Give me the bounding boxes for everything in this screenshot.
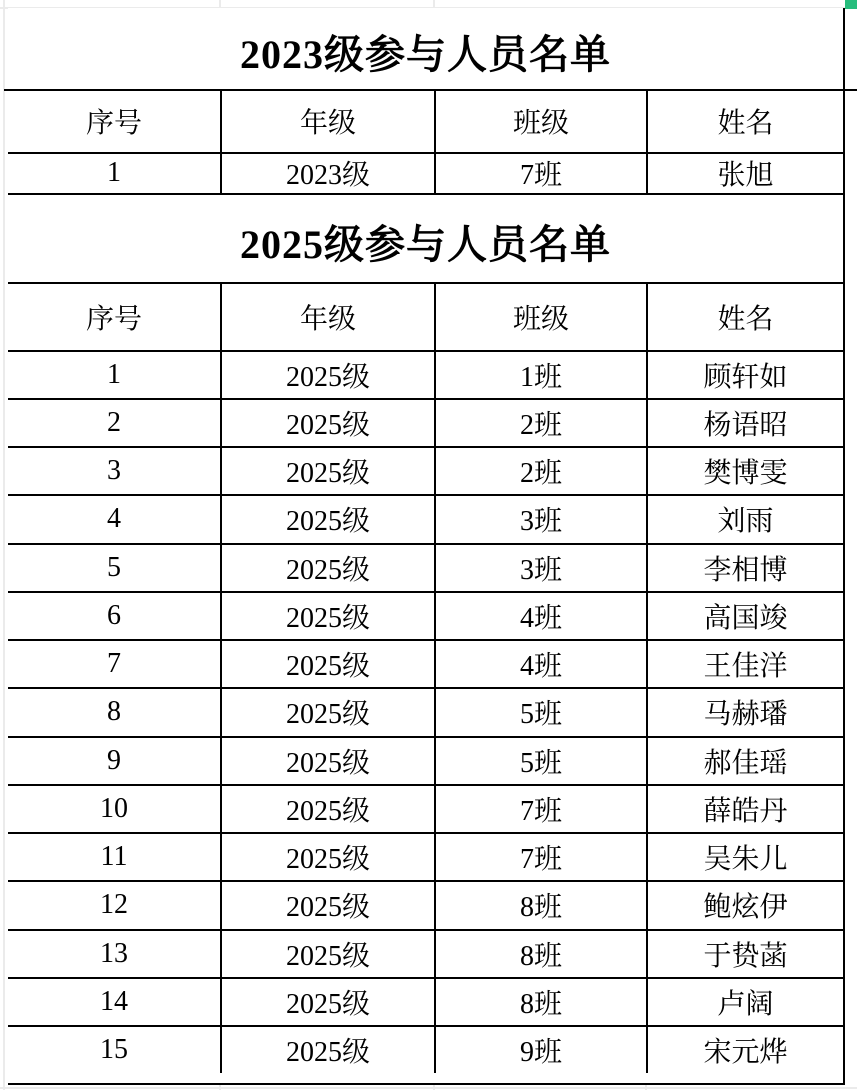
cell-index[interactable]: 8 [107,696,121,728]
cell-index[interactable]: 15 [100,1034,128,1066]
table-row [8,929,843,977]
cell-index[interactable]: 3 [107,455,121,487]
cell-name[interactable]: 王佳洋 [646,641,843,687]
section-title-cell[interactable]: 2025级参与人员名单 [8,193,843,282]
cell-index[interactable]: 1 [107,157,121,189]
sheet-gridline-vertical [433,1085,435,1090]
cell-class[interactable]: 7班 [434,786,646,832]
table-row [8,543,843,591]
cell-index[interactable]: 12 [100,889,128,921]
cell-grade[interactable]: 2025级 [220,641,434,687]
cell-grade[interactable]: 2025级 [220,593,434,639]
cell-name[interactable]: 樊博雯 [646,448,843,494]
cell-index[interactable]: 9 [107,744,121,776]
cell-index[interactable]: 5 [107,551,121,583]
cell-name[interactable]: 刘雨 [646,496,843,542]
table-row [8,591,843,639]
header-row [8,89,843,152]
selection-corner-handle[interactable] [845,0,857,9]
cell-index[interactable]: 14 [100,985,128,1017]
table-row [8,398,843,446]
cell-grade[interactable]: 2025级 [220,979,434,1025]
cell-class[interactable]: 3班 [434,496,646,542]
header-cell-grade[interactable]: 年级 [220,91,434,152]
header-cell-grade[interactable]: 年级 [220,284,434,350]
cell-grade[interactable]: 2025级 [220,882,434,928]
cell-class[interactable]: 5班 [434,689,646,735]
table-row [8,1025,843,1073]
cell-name[interactable]: 顾轩如 [646,352,843,398]
cell-name[interactable]: 卢阔 [646,979,843,1025]
cell-index[interactable]: 6 [107,599,121,631]
cell-index[interactable]: 1 [107,358,121,390]
table-row [8,350,843,398]
cell-name[interactable]: 马赫璠 [646,689,843,735]
cell-name[interactable]: 郝佳瑶 [646,738,843,784]
cell-name[interactable]: 李相博 [646,545,843,591]
table-row [8,687,843,735]
cell-name[interactable]: 薛皓丹 [646,786,843,832]
cell-grade[interactable]: 2025级 [220,352,434,398]
sheet-gridline-vertical-left [3,0,5,1090]
cell-class[interactable]: 2班 [434,448,646,494]
header-cell-name[interactable]: 姓名 [646,284,843,350]
cell-grade[interactable]: 2025级 [220,738,434,784]
cell-name[interactable]: 高国竣 [646,593,843,639]
table-row [8,736,843,784]
border-stub-right [843,89,857,92]
table-section [8,193,843,1073]
cell-index[interactable]: 10 [100,792,128,824]
cell-grade[interactable]: 2025级 [220,931,434,977]
table-row [8,784,843,832]
table-row [8,832,843,880]
cell-grade[interactable]: 2025级 [220,834,434,880]
cell-grade[interactable]: 2025级 [220,1027,434,1073]
sheet-gridline-horizontal-bottom [0,1087,857,1089]
header-row [8,282,843,350]
cell-class[interactable]: 1班 [434,352,646,398]
table-row [8,880,843,928]
section-title-cell[interactable]: 2023级参与人员名单 [240,31,611,77]
cell-grade[interactable]: 2025级 [220,786,434,832]
sheet-gridline-vertical [645,1085,647,1090]
cell-class[interactable]: 8班 [434,979,646,1025]
cell-class[interactable]: 8班 [434,882,646,928]
table-row [8,152,843,194]
header-cell-class[interactable]: 班级 [434,284,646,350]
cell-index[interactable]: 13 [100,937,128,969]
cell-name[interactable]: 张旭 [646,154,843,194]
table-row [8,977,843,1025]
cell-grade[interactable]: 2025级 [220,689,434,735]
cell-class[interactable]: 4班 [434,641,646,687]
cell-index[interactable]: 11 [100,841,128,873]
cell-grade[interactable]: 2025级 [220,400,434,446]
cell-grade[interactable]: 2023级 [220,154,434,194]
cell-name[interactable]: 鲍炫伊 [646,882,843,928]
participant-table [8,8,845,1085]
cell-name[interactable]: 于贽菡 [646,931,843,977]
cell-class[interactable]: 4班 [434,593,646,639]
cell-class[interactable]: 7班 [434,834,646,880]
sheet-gridline-vertical [219,1085,221,1090]
header-cell-index[interactable]: 序号 [85,303,142,335]
table-row [8,639,843,687]
cell-name[interactable]: 杨语昭 [646,400,843,446]
header-cell-index[interactable]: 序号 [85,108,142,140]
cell-name[interactable]: 吴朱儿 [646,834,843,880]
table-row [8,446,843,494]
cell-index[interactable]: 2 [107,406,121,438]
cell-grade[interactable]: 2025级 [220,448,434,494]
cell-class[interactable]: 5班 [434,738,646,784]
header-cell-class[interactable]: 班级 [434,91,646,152]
table-row [8,494,843,542]
cell-class[interactable]: 2班 [434,400,646,446]
cell-grade[interactable]: 2025级 [220,496,434,542]
table-section [8,8,843,193]
cell-class[interactable]: 7班 [434,154,646,194]
cell-class[interactable]: 3班 [434,545,646,591]
header-cell-name[interactable]: 姓名 [646,91,843,152]
cell-grade[interactable]: 2025级 [220,545,434,591]
cell-name[interactable]: 宋元烨 [646,1027,843,1073]
cell-index[interactable]: 4 [107,503,121,535]
cell-class[interactable]: 8班 [434,931,646,977]
cell-index[interactable]: 7 [107,648,121,680]
cell-class[interactable]: 9班 [434,1027,646,1073]
